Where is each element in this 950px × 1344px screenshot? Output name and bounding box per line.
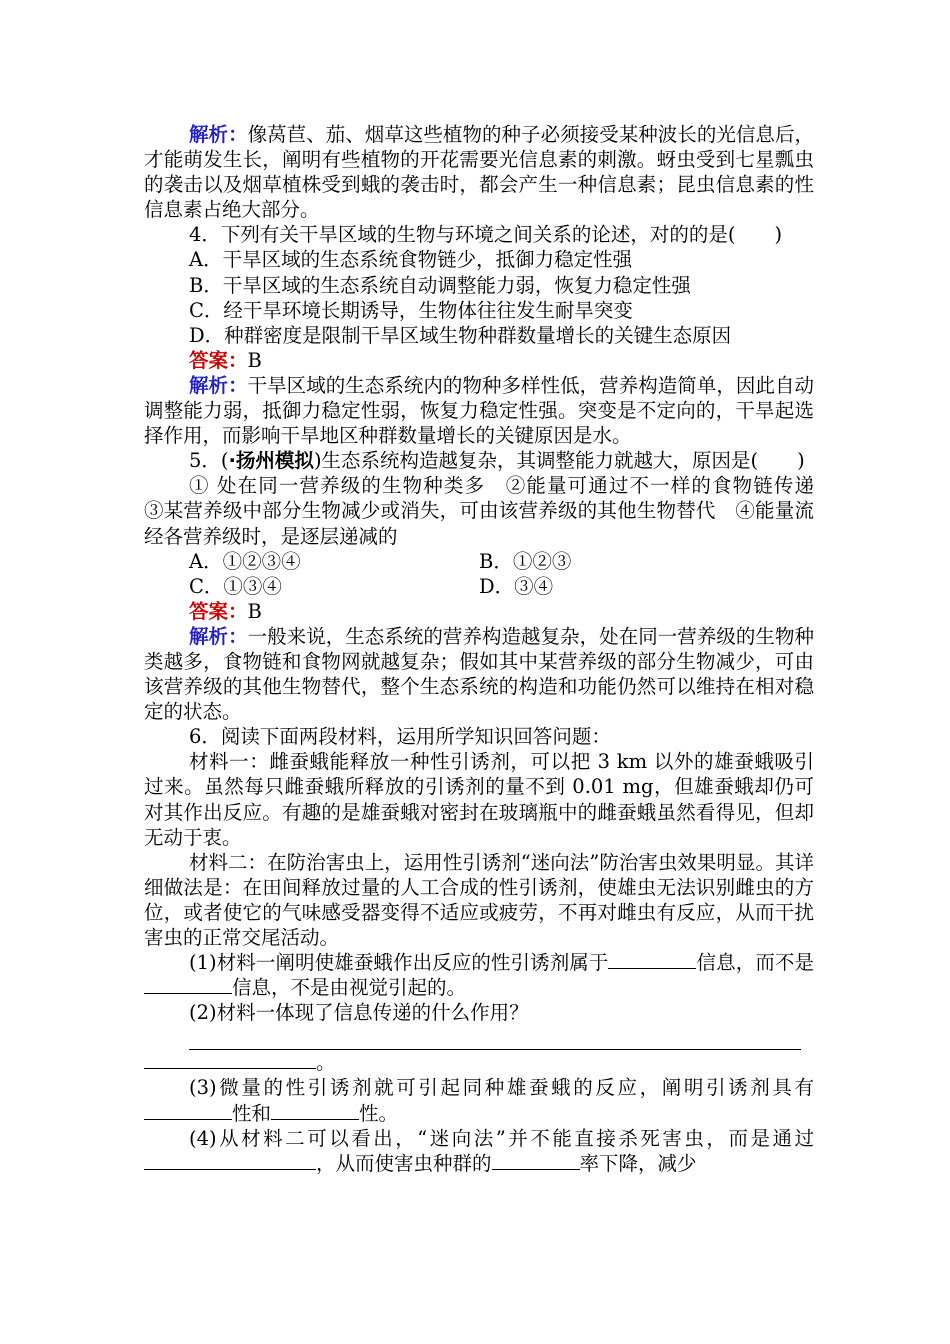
answer-blank[interactable] [608, 950, 696, 969]
q6-sub-4-text: (4)从材料二可以看出，“迷向法”并不能直接杀死害虫，而是通过 [189, 1126, 814, 1150]
q5-option-c: C．①③④ [189, 574, 282, 598]
q6-sub-4-text-3: 率下降，减少 [579, 1151, 697, 1175]
q6-sub-2-end [144, 1050, 814, 1075]
q5-number: 5．( [189, 449, 229, 473]
analysis-label: 解析： [189, 373, 248, 397]
analysis-text: 一般来说，生态系统的营养构造越复杂，处在同一营养级的生物种类越多，食物链和食物网就越复杂；假如其中某营养级的部分生物减少，可由该营养级的其他生物替代，整个生态系统的构造和功能仍然可以维持在相对稳定的状态。 [144, 624, 814, 724]
analysis-text: 干旱区域的生态系统内的物种多样性低，营养构造简单，因此自动调整能力弱，抵御力稳定性弱，恢复力稳定性强。突变是不定向的，干旱起选择作用，而影响干旱地区种群数量增长的关键原因是水。 [144, 373, 814, 448]
q6-sub-3-text: (3)微量的性引诱剂就可引起同种雄蚕蛾的反应，阐明引诱剂具有 [189, 1076, 814, 1100]
answer-label: 答案： [189, 599, 248, 623]
q5-answer [144, 599, 814, 624]
answer-label: 答案： [189, 348, 248, 372]
q5-analysis [144, 624, 814, 724]
q6-sub-1 [144, 950, 814, 1000]
q5-items: ① 处在同一营养级的生物种类多 ②能量可通过不一样的食物链传递 ③某营养级中部分生物减少或消失，可由该营养级的其他生物替代 ④能量流经各营养级时，是逐层递减的 [144, 474, 834, 548]
q4-option-c: C．经干旱环境长期诱导，生物体往往发生耐旱突变 [189, 298, 633, 322]
answer-value: B [247, 348, 262, 372]
analysis-text: 像莴苣、茄、烟草这些植物的种子必须接受某种波长的光信息后，才能萌发生长，阐明有些植物的开花需要光信息素的刺激。蚜虫受到七星瓢虫的袭击以及烟草植株受到蛾的袭击时，都会产生一种信息素；昆虫信息素的性信息素占绝大部分。 [144, 123, 814, 222]
q6-sub-1-text-3: 信息，不是由视觉引起的。 [232, 976, 467, 1000]
q5-stem-text: )生态系统构造越复杂，其调整能力就越大，原因是( ) [313, 449, 805, 473]
prev-analysis [144, 122, 814, 222]
q6-sub-1-text: (1)材料一阐明使雄蚕蛾作出反应的性引诱剂属于 [189, 951, 609, 975]
q6-stem: 6．阅读下面两段材料，运用所学知识回答问题： [189, 725, 611, 749]
answer-value: B [247, 599, 262, 623]
answer-blank[interactable] [144, 975, 232, 994]
q6-material-1: 材料一：雌蚕蛾能释放一种性引诱剂，可以把 3 km 以外的雄蚕蛾吸引过来。虽然每只雌蚕蛾所释放的引诱剂的量不到 0.01 mg，但雄蚕蛾却仍可对其作出反应。有趣的是雄蚕蛾对密封在玻璃瓶中的雌蚕蛾虽然看得见，但却无动于衷。 [144, 750, 814, 849]
q5-options-row-2 [144, 574, 814, 599]
q6-sub-1-text-2: 信息，而不是 [696, 951, 814, 975]
q5-source: ·扬州模拟 [228, 449, 314, 473]
q6-material-2: 材料二：在防治害虫上，运用性引诱剂“迷向法”防治害虫效果明显。其详细做法是：在田间释放过量的人工合成的性引诱剂，使雄虫无法识别雌虫的方位，或者使它的气味感受器变得不适应或疲劳，不再对雌虫有反应，从而干扰害虫的正常交尾活动。 [144, 850, 814, 949]
q5-stem [144, 448, 814, 473]
document-page [144, 122, 834, 1176]
answer-line-short[interactable] [144, 1050, 316, 1069]
q6-sub-3-text-2: 性和 [232, 1101, 272, 1125]
analysis-label: 解析： [189, 624, 248, 648]
q4-option-a: A．干旱区域的生态系统食物链少，抵御力稳定性强 [189, 248, 633, 272]
answer-blank[interactable] [144, 1151, 316, 1170]
q4-stem: 4．下列有关干旱区域的生物与环境之间关系的论述，对的的是( ) [189, 223, 783, 247]
answer-blank[interactable] [492, 1151, 580, 1170]
analysis-label: 解析： [189, 123, 248, 146]
q4-answer [144, 348, 814, 373]
q5-option-a: A．①②③④ [189, 549, 301, 573]
q4-option-d: D．种群密度是限制干旱区域生物种群数量增长的关键生态原因 [189, 323, 732, 347]
q6-sub-4-text-2: ，从而使害虫种群的 [316, 1151, 492, 1175]
answer-blank[interactable] [144, 1101, 232, 1120]
q5-option-b: B．①②③ [479, 549, 572, 573]
answer-blank[interactable] [271, 1101, 359, 1120]
q5-option-d: D．③④ [479, 574, 554, 598]
q4-option-b: B．干旱区域的生态系统自动调整能力弱，恢复力稳定性强 [189, 273, 691, 297]
q6-sub-3-text-3: 性。 [359, 1101, 399, 1125]
q6-sub-4 [144, 1126, 814, 1176]
q6-sub-3 [144, 1075, 814, 1125]
q6-sub-2: (2)材料一体现了信息传递的什么作用？ [189, 1001, 529, 1025]
q6-sub-2-period: 。 [316, 1051, 336, 1075]
answer-line[interactable] [189, 1025, 801, 1050]
q5-options-row-1 [144, 549, 814, 574]
q4-analysis [144, 373, 814, 448]
